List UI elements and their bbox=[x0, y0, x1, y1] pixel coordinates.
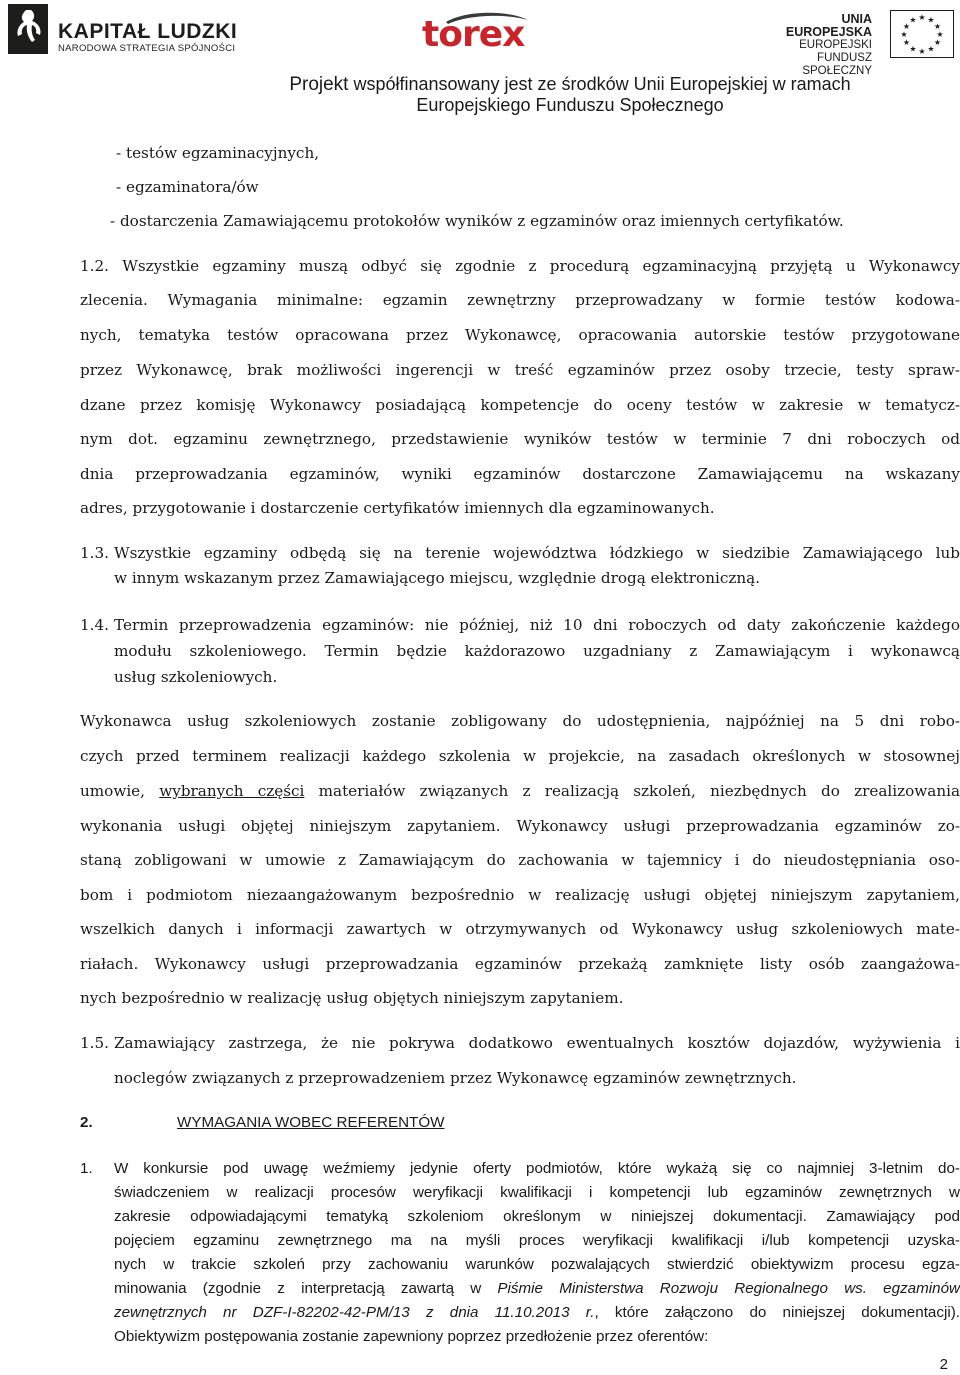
svg-text:★: ★ bbox=[936, 30, 944, 39]
text-line bbox=[114, 1280, 960, 1297]
svg-text:★: ★ bbox=[927, 15, 935, 25]
section-2-number: 2. bbox=[80, 1114, 93, 1131]
underlined-text: wybranych części bbox=[159, 782, 305, 800]
text-line: wszelkich danych i informacji zawartych w otrzymywanych od Wykonawcy usług szkoleniowych mate- bbox=[80, 920, 960, 938]
list-item: - testów egzaminacyjnych, bbox=[116, 144, 320, 162]
text-line: 1.2. Wszystkie egzaminy muszą odbyć się zgodnie z procedurą egzaminacyjną przyjętą u Wykonawcy bbox=[80, 257, 960, 275]
svg-text:★: ★ bbox=[918, 13, 926, 22]
svg-text:★: ★ bbox=[902, 38, 911, 47]
project-funding-note bbox=[180, 74, 960, 116]
text-line: pojęciem egzaminu zewnętrznego ma na myśli proces weryfikacji kwalifikacji i/lub kompetencji uzyska- bbox=[114, 1232, 960, 1249]
text-line: przez Wykonawcę, brak możliwości ingerencji w treść egzaminów przez osoby trzecie, testy spraw- bbox=[80, 361, 960, 379]
text-line: w innym wskazanym przez Zamawiającego miejscu, względnie drogą elektroniczną. bbox=[114, 569, 761, 587]
text-line: świadczeniem w realizacji procesów weryfikacji kwalifikacji i kompetencji lub egzaminów zewnętrznych w bbox=[114, 1184, 960, 1201]
item-number: 1. bbox=[80, 1160, 93, 1177]
text-line: Termin przeprowadzenia egzaminów: nie później, niż 10 dni roboczych od daty zakończenie każdego bbox=[114, 616, 960, 634]
text-line bbox=[80, 782, 960, 800]
text-line: wykonania usługi objętej niniejszym zapytaniem. Wykonawcy usługi przeprowadzania egzaminów zo- bbox=[80, 817, 960, 835]
text-line: nym dot. egzaminu zewnętrznego, przedstawienie wyników testów w terminie 7 dni roboczych od bbox=[80, 430, 960, 448]
text-line: zlecenia. Wymagania minimalne: egzamin zewnętrzny przeprowadzany w formie testów kodowa- bbox=[80, 291, 960, 309]
section-number: 1.5. bbox=[80, 1034, 109, 1052]
text-line: W konkursie pod uwagę weźmiemy jedynie oferty podmiotów, które wykażą się co najmniej 3-letnim do- bbox=[114, 1160, 960, 1177]
torex-logo bbox=[418, 8, 552, 54]
text-line: usług szkoleniowych. bbox=[114, 668, 278, 686]
text-line: Zamawiający zastrzega, że nie pokrywa dodatkowo ewentualnych kosztów dojazdów, wyżywienia i bbox=[114, 1034, 960, 1052]
svg-text:★: ★ bbox=[909, 44, 917, 54]
text-span: , które załączono do niniejszej dokumentacji). bbox=[594, 1304, 960, 1321]
italic-text: zewnętrznych nr DZF-I-82202-42-PM/13 z dnia 11.10.2013 r. bbox=[114, 1304, 595, 1321]
page-number: 2 bbox=[939, 1356, 948, 1373]
eu-line-1: UNIA EUROPEJSKA bbox=[785, 12, 872, 39]
svg-text:★: ★ bbox=[902, 22, 911, 31]
eu-fund-label bbox=[754, 13, 872, 78]
text-line: staną zobligowani w umowie z Zamawiającym do zachowania w tajemnicy i do nieudostępniania oso- bbox=[80, 851, 960, 869]
italic-text: Piśmie Ministerstwa Rozwoju Regionalnego ws. egzaminów bbox=[497, 1280, 960, 1297]
svg-text:★: ★ bbox=[933, 38, 942, 47]
text-span: umowie, bbox=[80, 782, 160, 800]
text-span: minowania (zgodnie z interpretacją zawartą w bbox=[114, 1280, 498, 1297]
projekt-prefix: Projekt bbox=[289, 74, 349, 95]
kapital-ludzki-title: KAPITAŁ LUDZKI bbox=[58, 20, 238, 43]
svg-text:★: ★ bbox=[918, 47, 926, 56]
text-line: dzane przez komisję Wykonawcy posiadającą kompetencje do oceny testów w zakresie w tematycz- bbox=[80, 396, 960, 414]
section-2-title: WYMAGANIA WOBEC REFERENTÓW bbox=[177, 1114, 445, 1131]
text-line: Obiektywizm postępowania zostanie zapewniony poprzez przedłożenie przez oferentów: bbox=[114, 1328, 709, 1345]
text-line bbox=[114, 1304, 960, 1321]
text-line: Wszystkie egzaminy odbędą się na terenie województwa łódzkiego w siedzibie Zamawiającego lub bbox=[114, 544, 960, 562]
page-header bbox=[0, 0, 960, 120]
text-line: riałach. Wykonawcy usługi przeprowadzania egzaminów przekażą zamknięte listy osób zaangażowa- bbox=[80, 955, 960, 973]
list-item: - egzaminatora/ów bbox=[116, 178, 259, 196]
text-line: zakresie odpowiadającymi tematyką szkoleniom określonym w niniejszej dokumentacji. Zamawiający pod bbox=[114, 1208, 960, 1225]
text-line: nych, tematyka testów opracowana przez Wykonawcę, opracowania autorskie testów przygotowane bbox=[80, 326, 960, 344]
section-number: 1.3. bbox=[80, 544, 109, 562]
text-line: czych przed terminem realizacji każdego szkolenia w projekcie, na zasadach określonych w stosownej bbox=[80, 747, 960, 765]
svg-text:★: ★ bbox=[933, 22, 942, 31]
text-line: nych bezpośrednio w realizację usług objętych niniejszym zapytaniem. bbox=[80, 989, 624, 1007]
projekt-line-1: współfinansowany jest ze środków Unii Europejskiej w ramach bbox=[348, 74, 851, 94]
text-line: noclegów związanych z przeprowadzeniem przez Wykonawcę egzaminów zewnętrznych. bbox=[114, 1069, 797, 1087]
text-line: Wykonawca usług szkoleniowych zostanie zobligowany do udostępnienia, najpóźniej na 5 dni robo- bbox=[80, 712, 960, 730]
text-span: materiałów związanych z realizacją szkoleń, niezbędnych do zrealizowania bbox=[304, 782, 960, 800]
text-line: adres, przygotowanie i dostarczenie certyfikatów imiennych dla egzaminowanych. bbox=[80, 499, 715, 517]
eu-line-3: FUNDUSZ SPOŁECZNY bbox=[802, 52, 872, 77]
svg-text:★: ★ bbox=[900, 30, 908, 39]
section-number: 1.4. bbox=[80, 616, 109, 634]
svg-text:★: ★ bbox=[909, 15, 917, 25]
text-line: bom i podmiotom niezaangażowanym bezpośrednio w realizację usługi objętej niniejszym zapytaniem, bbox=[80, 886, 960, 904]
torex-logo-text: torex bbox=[422, 14, 525, 55]
text-line: modułu szkoleniowego. Termin będzie każdorazowo uzgadniany z Zamawiającym i wykonawcą bbox=[114, 642, 960, 660]
kapital-ludzki-logo-icon bbox=[8, 4, 48, 54]
text-line: dnia przeprowadzania egzaminów, wyniki egzaminów dostarczone Zamawiającemu na wskazany bbox=[80, 465, 960, 483]
projekt-line-2: Europejskiego Funduszu Społecznego bbox=[416, 95, 724, 115]
kapital-ludzki-subtitle: NARODOWA STRATEGIA SPÓJNOŚCI bbox=[58, 43, 236, 54]
eu-stars-flag-icon bbox=[890, 10, 954, 58]
text-line: nych w trakcie szkoleń przy zachowaniu warunków pozwalających stwierdzić obiektywizm procesu egza- bbox=[114, 1256, 960, 1273]
eu-line-2: EUROPEJSKI bbox=[799, 39, 872, 51]
svg-text:★: ★ bbox=[927, 44, 935, 54]
list-item: - dostarczenia Zamawiającemu protokołów wyników z egzaminów oraz imiennych certyfikatów. bbox=[110, 212, 844, 230]
